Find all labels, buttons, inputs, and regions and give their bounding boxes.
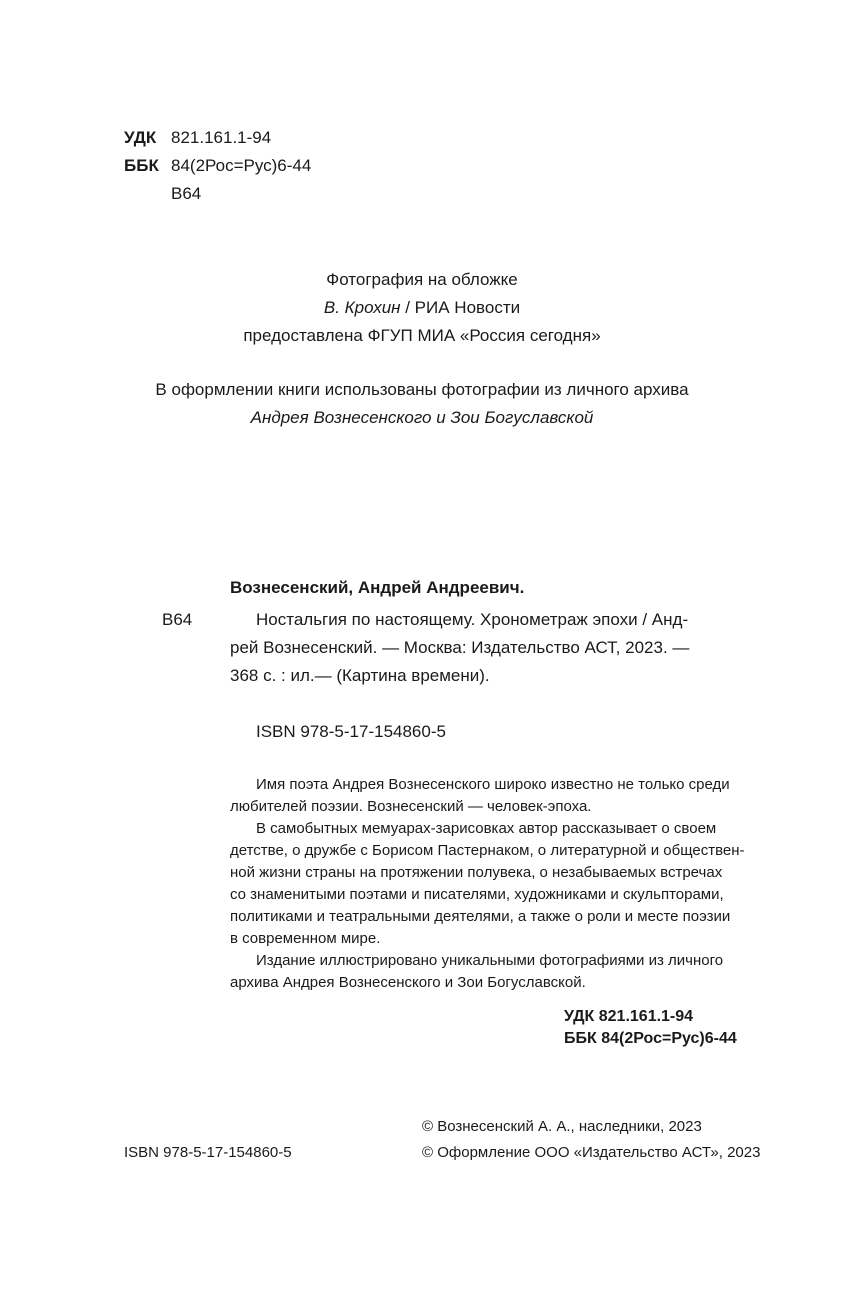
cover-photo-line2 (0, 298, 844, 318)
annotation-p2-line4: со знаменитыми поэтами и писателями, художниками и скульпторами, (230, 886, 724, 903)
bbk-value: 84(2Рос=Рус)6-44 (171, 156, 312, 175)
annotation-p1-line2: любителей поэзии. Вознесенский — человек-эпоха. (230, 798, 592, 815)
udk-value: 821.161.1-94 (171, 128, 272, 147)
annotation-p1-line1: Имя поэта Андрея Вознесенского широко известно не только среди (256, 776, 730, 793)
annotation-p2-line1: В самобытных мемуарах-зарисовках автор рассказывает о своем (256, 820, 717, 837)
annotation-p2-line3: ной жизни страны на протяжении полувека, о незабываемых встречах (230, 864, 723, 881)
cover-photo-line3: предоставлена ФГУП МИА «Россия сегодня» (243, 326, 601, 345)
bib-isbn: ISBN 978-5-17-154860-5 (256, 722, 446, 741)
copyright-author: © Вознесенский А. А., наследники, 2023 (422, 1118, 702, 1135)
archive-note-line2: Андрея Вознесенского и Зои Богуславской (250, 408, 594, 427)
photographer-name: В. Крохин (323, 298, 401, 317)
agency-name: / РИА Новости (400, 298, 521, 317)
bbk-label: ББК (124, 156, 159, 175)
author-heading: Вознесенский, Андрей Андреевич. (230, 578, 525, 597)
copyright-design: © Оформление ООО «Издательство АСТ», 2023 (422, 1144, 761, 1161)
archive-note-line1: В оформлении книги использованы фотографии из личного архива (155, 380, 689, 399)
annotation-p2-line5: политиками и театральными деятелями, а также о роли и месте поэзии (230, 908, 731, 925)
udk-label: УДК (124, 128, 157, 147)
udk-bottom: УДК 821.161.1-94 (564, 1008, 694, 1025)
annotation-p2-line2: детстве, о дружбе с Борисом Пастернаком, о литературной и обществен- (230, 842, 745, 859)
annotation-p3-line2: архива Андрея Вознесенского и Зои Богуславской. (230, 974, 586, 991)
bib-line2: рей Вознесенский. — Москва: Издательство АСТ, 2023. — (230, 638, 690, 657)
bib-line1: Ностальгия по настоящему. Хронометраж эпохи / Анд- (256, 610, 689, 629)
bib-line3: 368 с. : ил.— (Картина времени). (230, 666, 490, 685)
annotation-p2-line6: в современном мире. (230, 930, 381, 947)
footer-isbn: ISBN 978-5-17-154860-5 (124, 1144, 292, 1161)
bbk-bottom: ББК 84(2Рос=Рус)6-44 (564, 1030, 737, 1047)
author-sign-top: В64 (171, 184, 202, 203)
author-sign: В64 (162, 610, 193, 629)
annotation-p3-line1: Издание иллюстрировано уникальными фотографиями из личного (256, 952, 724, 969)
cover-photo-line1: Фотография на обложке (326, 270, 518, 289)
